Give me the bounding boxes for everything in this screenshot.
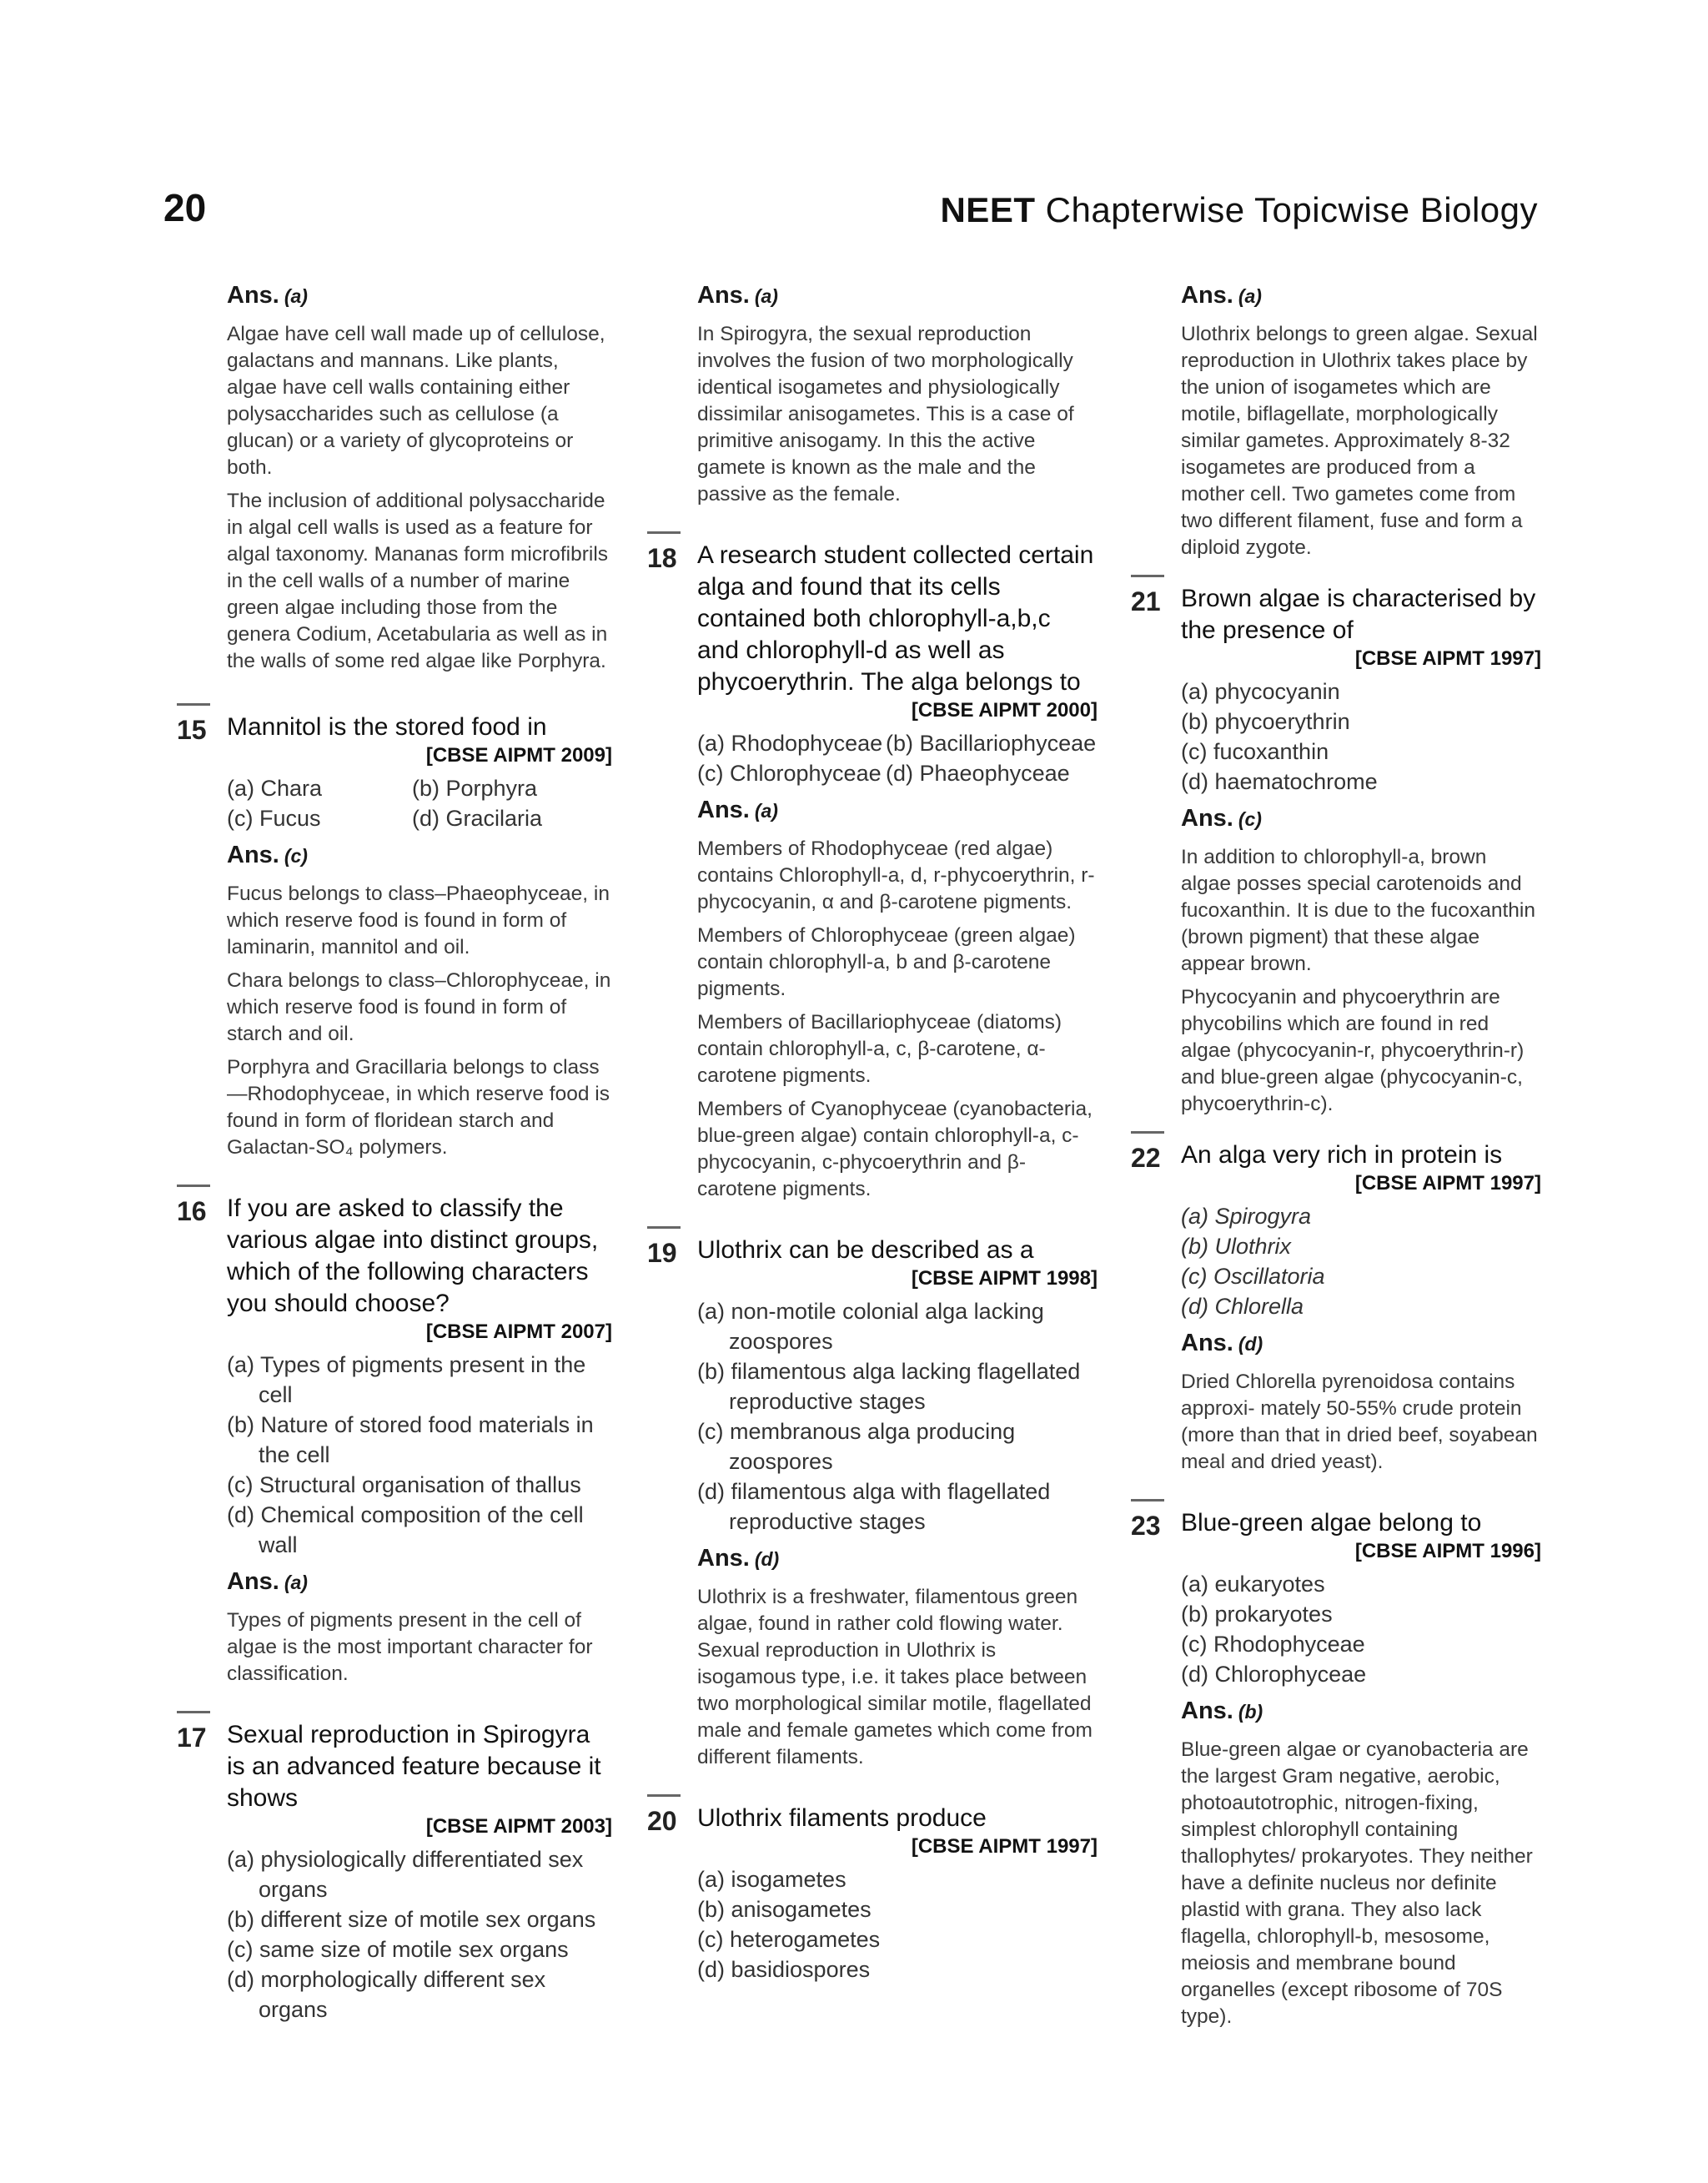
- question-text: Sexual reproduction in Spirogyra is an advanced feature because it shows: [227, 1721, 601, 1812]
- question-text: Blue-green algae belong to: [1181, 1509, 1482, 1537]
- source-tag: [CBSE AIPMT 2003]: [425, 1815, 612, 1838]
- option: (c) Chlorophyceae: [697, 761, 882, 786]
- options: [227, 1844, 612, 2025]
- question-19: [637, 1235, 1098, 1291]
- options: [227, 1350, 612, 1560]
- question-text: A research student collected certain alga and found that its cells contained both chlorophyll-a,b,c and chlorophyll-d as well as phycoerythrin. The alga belongs to: [697, 541, 1094, 696]
- explanation: Blue-green algae or cyanobacteria are the largest Gram negative, aerobic, photoautotrophic, nitrogen-fixing, simplest chlorophyll containing thallophytes/ prokaryotes. They neither have a definite nucleus nor definite plastid with grana. They also lack flagella, chlorophyll-b, mesosome, meiosis and membrane bound organelles (except ribosome of 70S type).: [1181, 1738, 1533, 2028]
- source-tag: [CBSE AIPMT 2009]: [425, 744, 612, 767]
- option: (b) filamentous alga lacking flagellated reproductive stages: [697, 1359, 1081, 1414]
- explanation: Fucus belongs to class–Phaeophyceae, in which reserve food is found in form of laminarin, mannitol and oil.: [227, 883, 610, 958]
- option: (c) Structural organisation of thallus: [227, 1472, 581, 1497]
- question-number: 22: [1131, 1143, 1161, 1173]
- option: (c) Fucus: [227, 806, 321, 831]
- explanation: Chara belongs to class–Chlorophyceae, in which reserve food is found in form of starch and oil.: [227, 969, 611, 1045]
- book-title: [940, 190, 1538, 230]
- option: (a) Rhodophyceae: [697, 731, 883, 756]
- options: [697, 728, 1098, 788]
- answer-label: Ans. (a): [1181, 282, 1262, 309]
- answer-label: Ans. (c): [227, 842, 308, 868]
- explanation: Ulothrix belongs to green algae. Sexual reproduction in Ulothrix takes place by the union of isogametes which are motile, biflagellate, morphologically similar gametes. Approximately 8-32 isogametes are produced from a mother cell. Two gametes come from two different filament, fuse and form a diploid zygote.: [1181, 323, 1538, 559]
- option: (d) Chlorella: [1181, 1294, 1304, 1319]
- option: (a) Spirogyra: [1181, 1204, 1312, 1229]
- options: [1181, 677, 1541, 797]
- option: (c) Oscillatoria: [1181, 1264, 1325, 1289]
- explanation: Members of Cyanophyceae (cyanobacteria, blue-green algae) contain chlorophyll-a, c-phycocyanin, c-phycoerythrin and β-carotene pigments.: [697, 1098, 1093, 1200]
- question-text: If you are asked to classify the various algae into distinct groups, which of the following characters you should choose?: [227, 1195, 599, 1317]
- option: (d) haematochrome: [1181, 769, 1378, 794]
- question-23: [1121, 1507, 1541, 1564]
- option: (d) morphologically different sex organs: [227, 1967, 546, 2022]
- option: (a) isogametes: [697, 1867, 846, 1892]
- question-number: 20: [647, 1806, 677, 1836]
- option: (a) non-motile colonial alga lacking zoospores: [697, 1299, 1044, 1354]
- question-number: 23: [1131, 1511, 1161, 1541]
- answer-label: Ans. (b): [1181, 1698, 1263, 1724]
- answer-label: Ans. (d): [697, 1545, 780, 1572]
- option: (c) same size of motile sex organs: [227, 1937, 569, 1962]
- page-number: 20: [163, 186, 207, 229]
- explanation: Members of Bacillariophyceae (diatoms) contain chlorophyll-a, c, β-carotene, α-carotene pigments.: [697, 1011, 1062, 1087]
- option: (c) Rhodophyceae: [1181, 1632, 1365, 1657]
- question-text: An alga very rich in protein is: [1181, 1141, 1503, 1169]
- options: [227, 773, 612, 833]
- option: (b) prokaryotes: [1181, 1602, 1333, 1627]
- options: [697, 1296, 1098, 1537]
- question-text: Ulothrix can be described as a: [697, 1236, 1034, 1264]
- option: (b) Nature of stored food materials in the cell: [227, 1412, 594, 1467]
- answer-label: Ans. (a): [227, 282, 308, 309]
- book-title-bold: NEET: [940, 190, 1036, 229]
- option: (a) Types of pigments present in the cell: [227, 1352, 586, 1407]
- option: (d) Chemical composition of the cell wall: [227, 1502, 584, 1557]
- option: (d) filamentous alga with flagellated reproductive stages: [697, 1479, 1051, 1534]
- column-2: [637, 282, 1098, 1993]
- answer-label: Ans. (c): [1181, 805, 1262, 832]
- answer-label: Ans. (a): [227, 1568, 308, 1595]
- column-1: [167, 282, 612, 2033]
- question-text: Brown algae is characterised by the presence of: [1181, 585, 1536, 644]
- options: [1181, 1569, 1541, 1689]
- question-number: 17: [177, 1723, 207, 1753]
- answer-label: Ans. (a): [697, 797, 778, 823]
- source-tag: [CBSE AIPMT 1997]: [911, 1835, 1098, 1858]
- option: (d) Chlorophyceae: [1181, 1662, 1367, 1687]
- option: (d) Phaeophyceae: [886, 761, 1070, 786]
- source-tag: [CBSE AIPMT 1996]: [1354, 1540, 1541, 1562]
- question-number: 16: [177, 1196, 207, 1226]
- question-text: Ulothrix filaments produce: [697, 1804, 987, 1832]
- book-title-rest: Chapterwise Topicwise Biology: [1045, 190, 1538, 229]
- options: [697, 1864, 1098, 1984]
- answer-label: Ans. (d): [1181, 1330, 1263, 1356]
- option: (a) phycocyanin: [1181, 679, 1340, 704]
- option: (a) physiologically differentiated sex organs: [227, 1847, 584, 1902]
- explanation: Dried Chlorella pyrenoidosa contains approxi- mately 50-55% crude protein (more than that in dried beef, soyabean meal and dried yeast).: [1181, 1371, 1538, 1473]
- option: (d) Gracilaria: [412, 806, 543, 831]
- source-tag: [CBSE AIPMT 1997]: [1354, 647, 1541, 670]
- option: (b) phycoerythrin: [1181, 709, 1350, 734]
- option: (b) Porphyra: [412, 776, 538, 801]
- explanation: Porphyra and Gracillaria belongs to class—Rhodophyceae, in which reserve food is found in form of floridean starch and Galactan-SO₄ polymers.: [227, 1056, 610, 1159]
- question-number: 21: [1131, 586, 1161, 616]
- question-number: 18: [647, 543, 677, 573]
- option: (c) membranous alga producing zoospores: [697, 1419, 1016, 1474]
- option: (a) eukaryotes: [1181, 1572, 1325, 1597]
- question-text: Mannitol is the stored food in: [227, 713, 547, 741]
- explanation: Members of Chlorophyceae (green algae) contain chlorophyll-a, b and β-carotene pigments.: [697, 924, 1076, 1000]
- question-18: [637, 540, 1098, 723]
- question-17: [167, 1719, 612, 1839]
- explanation: Ulothrix is a freshwater, filamentous green algae, found in rather cold flowing water. Sexual reproduction in Ulothrix is isogamous type, i.e. it takes place between two morphological similar motile, flagellated male and female gametes which come from different filaments.: [697, 1586, 1093, 1768]
- options: [1181, 1201, 1541, 1321]
- option: (a) Chara: [227, 776, 323, 801]
- source-tag: [CBSE AIPMT 1998]: [911, 1267, 1098, 1290]
- question-21: [1121, 583, 1541, 671]
- question-16: [167, 1193, 612, 1345]
- option: (b) Bacillariophyceae: [886, 731, 1097, 756]
- explanation: Algae have cell wall made up of cellulose, galactans and mannans. Like plants, algae have cell walls containing either polysaccharides such as cellulose (a glucan) or a variety of glycoproteins or both.: [227, 323, 605, 479]
- explanation: The inclusion of additional polysaccharide in algal cell walls is used as a feature for algal taxonomy. Mananas form microfibrils in the cell walls of a number of marine green algae including those from the genera Codium, Acetabularia as well as in the walls of some red algae like Porphyra.: [227, 490, 609, 672]
- option: (c) heterogametes: [697, 1927, 881, 1952]
- option: (b) anisogametes: [697, 1897, 872, 1922]
- explanation: In addition to chlorophyll-a, brown algae posses special carotenoids and fucoxanthin. It is due to the fucoxanthin (brown pigment) that these algae appear brown.: [1181, 846, 1535, 975]
- answer-label: Ans. (a): [697, 282, 778, 309]
- option: (c) fucoxanthin: [1181, 739, 1329, 764]
- explanation: In Spirogyra, the sexual reproduction involves the fusion of two morphologically identical isogametes and physiologically dissimilar anisogametes. This is a case of primitive anisogamy. In this the active gamete is known as the male and the passive as the female.: [697, 323, 1074, 506]
- source-tag: [CBSE AIPMT 1997]: [1354, 1172, 1541, 1195]
- source-tag: [CBSE AIPMT 2007]: [425, 1320, 612, 1343]
- option: (b) Ulothrix: [1181, 1234, 1292, 1259]
- question-20: [637, 1803, 1098, 1859]
- explanation: Members of Rhodophyceae (red algae) contains Chlorophyll-a, d, r-phycoerythrin, r-phycocyanin, α and β-carotene pigments.: [697, 837, 1095, 913]
- question-number: 19: [647, 1238, 677, 1268]
- question-15: [167, 712, 612, 768]
- option: (b) different size of motile sex organs: [227, 1907, 596, 1932]
- source-tag: [CBSE AIPMT 2000]: [911, 699, 1098, 722]
- option: (d) basidiospores: [697, 1957, 871, 1982]
- explanation: Phycocyanin and phycoerythrin are phycobilins which are found in red algae (phycocyanin-r, phycoerythrin-r) and blue-green algae (phycocyanin-c, phycoerythrin-c).: [1181, 986, 1525, 1115]
- question-22: [1121, 1139, 1541, 1196]
- question-number: 15: [177, 715, 207, 745]
- column-3: [1121, 282, 1541, 2037]
- explanation: Types of pigments present in the cell of algae is the most important character for classification.: [227, 1609, 593, 1685]
